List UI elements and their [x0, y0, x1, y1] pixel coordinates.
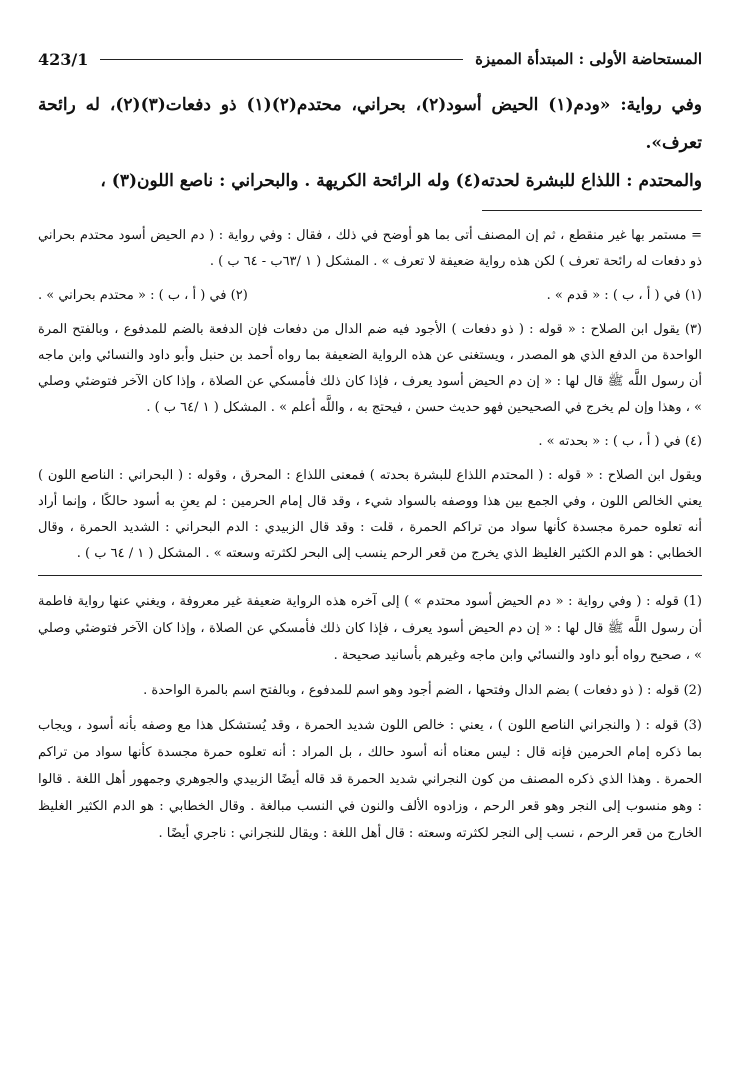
- note-item: (٣) يقول ابن الصلاح : « قوله : ( ذو دفعات ) الأجود فيه ضم الدال من دفعات فإن الدفعة بالضم للمدفوع ، وبالفتح المرة الواحدة من الدفع الذي هو المصدر ، ويستغنى عن هذه الرواية الضعيفة بما رواه أحمد بن حنبل وأبو داود والنسائي وابن ماجه أن رسول اللَّه ﷺ قال لها : « إن دم الحيض أسود يعرف ، فإذا كان ذلك فأمسكي عن الصلاة ، وإذا كان الآخر فتوضئي وصلي » ، وهذا وإن لم يخرج في الصحيحين فهو حديث حسن ، فيحتج به ، واللَّه أعلم » . المشكل ( ١ /٦٤ ب ) .: [38, 322, 702, 415]
- note-item: (١) في ( أ ، ب ) : « قدم » .: [546, 288, 702, 303]
- main-text-line: والمحتدم : اللذاع للبشرة لحدته(٤) وله الرائحة الكريهة . والبحراني : ناصع اللون(٣) ،: [100, 171, 702, 191]
- note-continuation: = مستمر بها غير منقطع ، ثم إن المصنف أتى بما هو أوضح في ذلك ، فقال : وفي رواية : ( دم الحيض أسود محتدم بحراني ذو دفعات له رائحة تعرف ) لكن هذه رواية ضعيفة لا تعرف » . المشكل ( ١ /٦٣ب - ٦٤ ب ) .: [38, 228, 702, 269]
- editor-notes: [38, 223, 702, 567]
- footnotes: [38, 588, 702, 847]
- header-title: المستحاضة الأولى : المبتدأة المميزة: [475, 50, 702, 68]
- note-item: (٤) في ( أ ، ب ) : « بحدته » .: [538, 434, 702, 449]
- main-notes-separator: [482, 210, 702, 211]
- note-row: [38, 283, 702, 309]
- footnotes-separator: [38, 575, 702, 576]
- main-text: [38, 86, 702, 200]
- note-item: ويقول ابن الصلاح : « قوله : ( المحتدم اللذاع للبشرة بحدته ) فمعنى اللذاع : المحرق ، وقوله : ( البحراني : الناصع اللون ) يعني الخالص اللون ، وفي الجمع بين هذا ووصفه بالسواد شيء ، وقد قال إمام الحرمين : لم يعنِ به أسود حالكًا ، وإنما أراد أنه تعلوه حمرة مجسدة كأنها سواد من تراكم الحمرة ، قلت : وقد قال الزبيدي : الدم البحراني : الشديد الحمرة ، وقال الخطابي : هو الدم الكثير الغليظ الذي يخرج من قعر الرحم ينسب إلى البحر لكثرته وسعته » . المشكل ( ١ / ٦٤ ب ) .: [38, 468, 702, 561]
- running-header: [38, 44, 702, 74]
- page-number: 423/1: [38, 49, 89, 69]
- note-item: (٢) في ( أ ، ب ) : « محتدم بحراني » .: [38, 288, 248, 303]
- header-rule: [100, 59, 463, 60]
- footnote-item: (3) قوله : ( والنجراني الناصع اللون ) ، يعني : خالص اللون شديد الحمرة ، وقد يُستشكل هذا مع وصفه بأنه أسود ، ويجاب بما ذكره إمام الحرمين فإنه قال : ليس معناه أنه أسود حالك ، بل المراد : أنه تعلوه حمرة مجسدة كأنها سواد من تراكم الحمرة . وهذا الذي ذكره المصنف من كون النجراني شديد الحمرة قد قاله أيضًا الزبيدي والجوهري وجمهور أهل اللغة . قالوا : وهو منسوب إلى النجر وهو قعر الرحم ، وزادوه الألف والنون في النسب مبالغة . وقال الخطابي : هو الدم الكثير الغليظ الخارج من قعر الرحم ، نسب إلى النجر لكثرته وسعته : قال أهل اللغة : ويقال للنجراني : ناجري أيضًا .: [38, 718, 702, 841]
- main-text-line: وفي رواية: «ودم(١) الحيض أسود(٢)، بحراني، محتدم(٢)(١) ذو دفعات(٣)(٢)، له رائحة تعرف».: [38, 95, 702, 153]
- footnote-item: (1) قوله : ( وفي رواية : « دم الحيض أسود محتدم » ) إلى آخره هذه الرواية ضعيفة غير معروفة ، ويغني عنها رواية فاطمة أن رسول اللَّه ﷺ قال لها : « إن دم الحيض أسود يعرف ، فإذا كان ذلك فأمسكي عن الصلاة ، وإذا كان الآخر فتوضئي وصلي » ، صحيح رواه أبو داود والنسائي وابن ماجه وغيرهم بأسانيد صحيحة .: [38, 594, 702, 663]
- footnote-item: (2) قوله : ( ذو دفعات ) بضم الدال وفتحها ، الضم أجود وهو اسم للمدفوع ، وبالفتح اسم بالمرة الواحدة .: [143, 683, 702, 698]
